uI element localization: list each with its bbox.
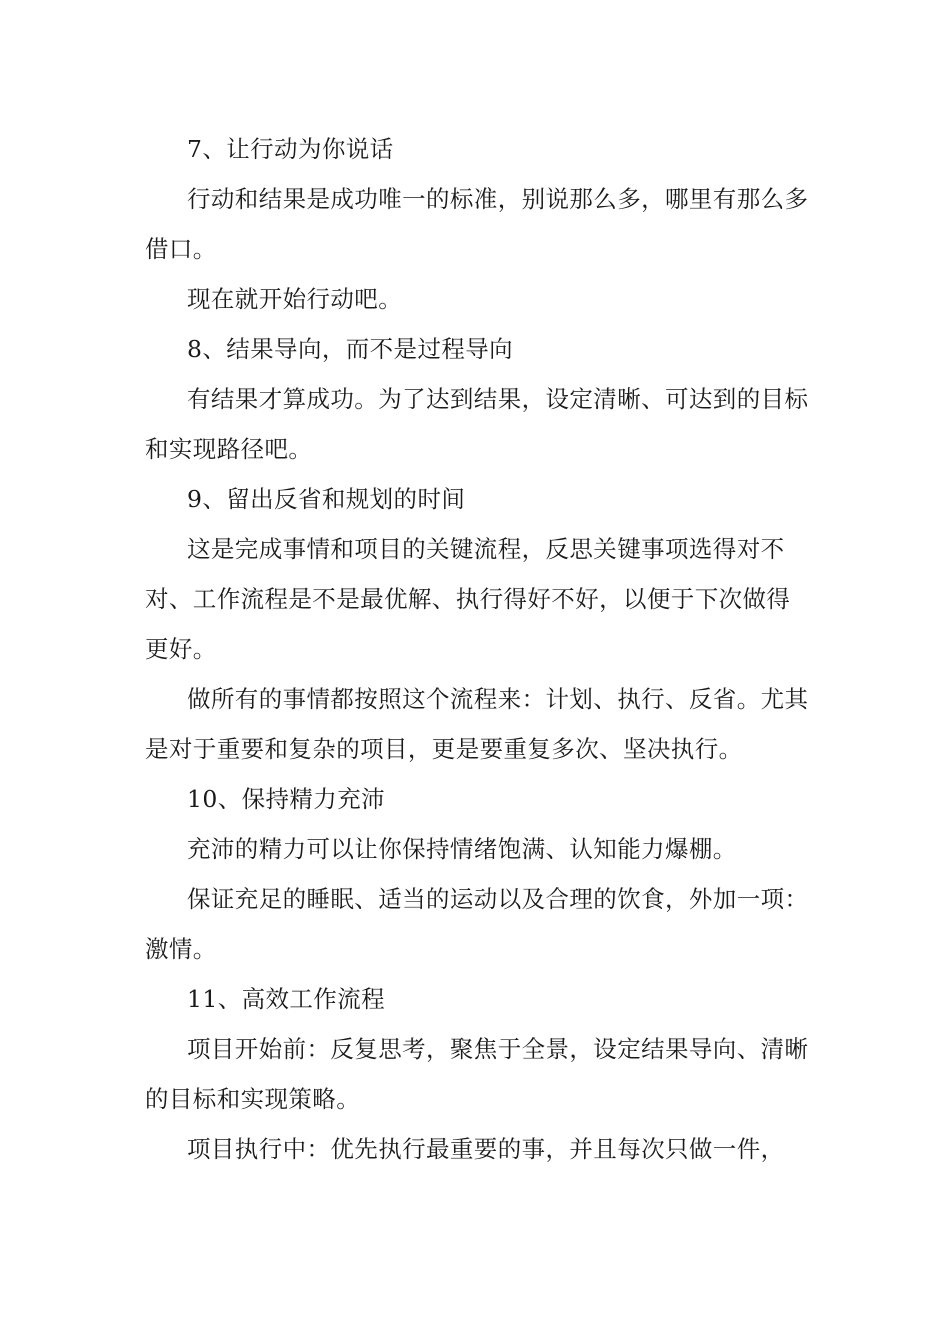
paragraph: 充沛的精力可以让你保持情绪饱满、认知能力爆棚。 xyxy=(187,835,737,863)
document-body xyxy=(145,124,810,1174)
paragraph: 做所有的事情都按照这个流程来：计划、执行、反省。尤其是对于重要和复杂的项目，更是要重复多次、坚决执行。 xyxy=(145,685,809,763)
section-heading-11: 11、高效工作流程 xyxy=(187,985,386,1013)
paragraph: 行动和结果是成功唯一的标准，别说那么多，哪里有那么多借口。 xyxy=(145,185,809,263)
section-heading-10: 10、保持精力充沛 xyxy=(187,785,386,813)
paragraph: 这是完成事情和项目的关键流程，反思关键事项选得对不对、工作流程是不是最优解、执行得好不好，以便于下次做得更好。 xyxy=(145,535,791,663)
paragraph: 保证充足的睡眠、适当的运动以及合理的饮食，外加一项：激情。 xyxy=(145,885,809,963)
paragraph: 项目执行中：优先执行最重要的事，并且每次只做一件， xyxy=(187,1135,785,1163)
paragraph: 有结果才算成功。为了达到结果，设定清晰、可达到的目标和实现路径吧。 xyxy=(145,385,809,463)
section-heading-7: 7、让行动为你说话 xyxy=(187,135,394,163)
section-heading-8: 8、结果导向，而不是过程导向 xyxy=(187,335,514,363)
paragraph: 项目开始前：反复思考，聚焦于全景，设定结果导向、清晰的目标和实现策略。 xyxy=(145,1035,809,1113)
section-heading-9: 9、留出反省和规划的时间 xyxy=(187,485,466,513)
paragraph: 现在就开始行动吧。 xyxy=(187,285,403,313)
